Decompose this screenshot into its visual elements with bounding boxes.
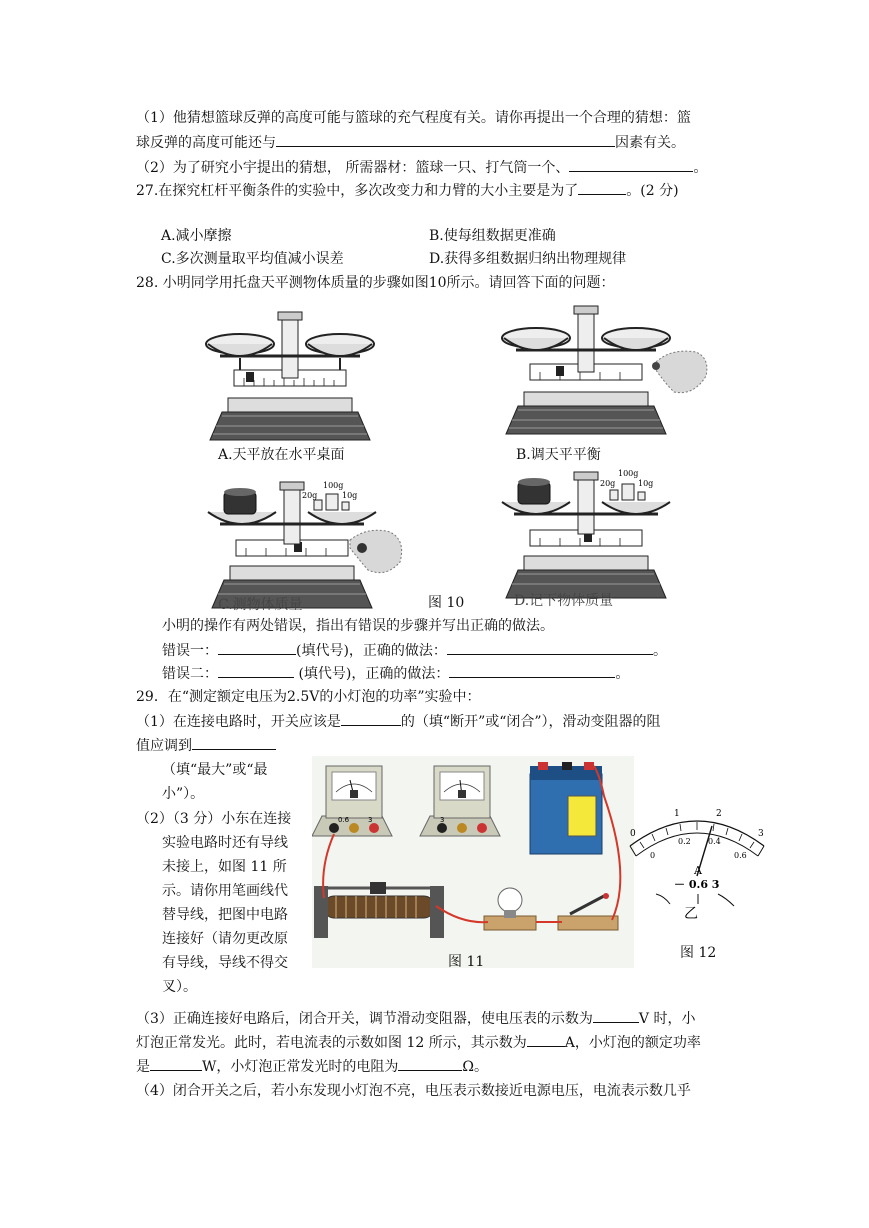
error-one-end: 。	[652, 643, 667, 659]
balance-figure-b	[496, 300, 716, 440]
q26-part1-line1: （1）他猜想篮球反弹的高度可能与篮球的充气程度有关。请你再提出一个合理的猜想：篮	[136, 110, 691, 126]
q29-part3-line1	[136, 1008, 695, 1029]
top-scale-2: 2	[716, 809, 722, 819]
q29-part1b-text: 值应调到	[136, 738, 192, 754]
q27-stem-text: 27.在探究杠杆平衡条件的实验中，多次改变力和力臂的大小主要是为了	[136, 183, 579, 199]
weight-10g-label-d: 10g	[638, 479, 654, 488]
answer-blank-error2-code[interactable]	[218, 663, 294, 678]
q29-part1-line4: 小”）。	[162, 786, 205, 802]
q29-part1-suffix: 的（填“断开”或“闭合”），滑动变阻器的阻	[400, 714, 661, 730]
q28-error-two	[162, 663, 629, 684]
figure-11-caption: 图 11	[448, 954, 485, 970]
battery-icon	[530, 762, 602, 854]
bottom-scale-1: 0.2	[678, 837, 691, 846]
q29-part3b-mid: A，小灯泡的额定功率	[564, 1035, 701, 1051]
q27-option-b: B.使每组数据更准确	[429, 228, 556, 244]
figure-12-caption: 图 12	[680, 945, 717, 961]
weight-20g-label-d: 20g	[600, 479, 616, 488]
voltmeter-scale-label: 3	[440, 816, 445, 824]
q29-part2-line3: 未接上，如图 11 所	[162, 859, 287, 875]
q27-option-d: D.获得多组数据归纳出物理规律	[429, 251, 627, 267]
answer-blank-voltage[interactable]	[593, 1008, 639, 1023]
q29-part3-suffix: V 时，小	[638, 1011, 696, 1027]
answer-blank-current[interactable]	[527, 1032, 565, 1047]
top-scale-0: 0	[630, 829, 636, 839]
balance-figure-d	[496, 468, 676, 600]
figure-a-label: A.天平放在水平桌面	[218, 447, 345, 463]
bottom-scale-3: 0.6	[734, 851, 747, 860]
balance-figure-a	[200, 308, 380, 446]
q29-part2-line7: 有导线，导线不得交	[162, 955, 288, 971]
error-two-label: 错误二：	[162, 666, 218, 682]
top-scale-3: 3	[758, 829, 764, 839]
weight-20g-label: 20g	[302, 491, 318, 500]
answer-blank-power[interactable]	[150, 1056, 202, 1071]
balance-figure-c	[200, 478, 410, 610]
q29-part1-line2	[136, 735, 276, 756]
q29-part1-line1	[136, 711, 661, 732]
q29-part2-line2: 实验电路时还有导线	[162, 835, 288, 851]
q29-part1-line3: （填“最大”或“最	[162, 762, 268, 778]
weight-10g-label: 10g	[342, 491, 358, 500]
answer-blank-equipment[interactable]	[569, 157, 693, 172]
q29-part1-text: （1）在连接电路时，开关应该是	[136, 714, 341, 730]
bottom-scale-2: 0.4	[708, 837, 721, 846]
q28-error-one	[162, 640, 667, 661]
q29-part3c-post: Ω。	[462, 1059, 488, 1075]
q28-stem: 28. 小明同学用托盘天平测物体质量的步骤如图10所示。请回答下面的问题：	[136, 275, 615, 291]
answer-blank-error1-fix[interactable]	[447, 640, 653, 655]
q29-part2-line4: 示。请你用笔画线代	[162, 883, 288, 899]
answer-blank-error2-fix[interactable]	[449, 663, 615, 678]
answer-blank-error1-code[interactable]	[218, 640, 296, 655]
q26-part1-line2	[136, 132, 685, 153]
weight-100g-label: 100g	[323, 481, 344, 490]
error-one-label: 错误一：	[162, 643, 218, 659]
q26-part2-text: （2）为了研究小宇提出的猜想， 所需器材：篮球一只、打气筒一个、	[136, 160, 570, 176]
q29-part2-line8: 叉）。	[162, 979, 197, 995]
q26-part2-line	[136, 157, 707, 178]
q29-part2-line6: 连接好（请勿更改原	[162, 931, 288, 947]
q29-stem: 29．在“测定额定电压为2.5V的小灯泡的功率”实验中：	[136, 689, 481, 705]
answer-blank-factor[interactable]	[276, 132, 615, 147]
q26-part1-suffix: 因素有关。	[615, 135, 685, 151]
answer-blank-rheostat[interactable]	[192, 735, 276, 750]
q29-part3-text: （3）正确连接好电路后，闭合开关，调节滑动变阻器，使电压表的示数为	[136, 1011, 593, 1027]
ammeter-scale-label-1: 0.6	[338, 816, 350, 824]
figure-12-sublabel: 乙	[684, 906, 698, 920]
q26-part2-suffix: 。	[693, 160, 708, 176]
ammeter-dial-figure-12	[622, 800, 772, 920]
q29-part2-line5: 替导线，把图中电路	[162, 907, 288, 923]
error-two-mid: (填代号)，正确的做法：	[294, 666, 450, 682]
q26-part1-text: 球反弹的高度可能还与	[136, 135, 276, 151]
error-one-mid: (填代号)，正确的做法：	[296, 643, 447, 659]
figure-d-label: D.记下物体质量	[514, 593, 614, 609]
q29-part3-line3	[136, 1056, 488, 1077]
figure-c-label: C.测物体质量	[218, 597, 303, 613]
answer-blank-q27[interactable]	[578, 180, 626, 195]
q29-part4-line1: （4）闭合开关之后，若小东发现小灯泡不亮，电压表示数接近电源电压，电流表示数几乎	[136, 1083, 691, 1099]
ammeter-terminals-label: － 0.6 3	[674, 878, 720, 891]
q29-part3c-text: 是	[136, 1059, 150, 1075]
bottom-scale-0: 0	[650, 851, 656, 860]
ammeter-unit-label: A	[694, 864, 702, 877]
circuit-figure-11	[312, 756, 634, 968]
ammeter-scale-label-2: 3	[368, 816, 373, 824]
answer-blank-resistance[interactable]	[398, 1056, 462, 1071]
q27-option-c: C.多次测量取平均值减小误差	[161, 251, 344, 267]
answer-blank-switch-state[interactable]	[341, 711, 401, 726]
top-scale-1: 1	[674, 809, 680, 819]
figure-10-caption: 图 10	[428, 595, 465, 611]
q27-option-a: A.减小摩擦	[161, 228, 232, 244]
q27-stem-suffix: 。(2 分)	[626, 183, 679, 199]
q29-part3c-mid: W，小灯泡正常发光时的电阻为	[202, 1059, 399, 1075]
q29-part3b-text: 灯泡正常发光。此时，若电流表的示数如图 12 所示，其示数为	[136, 1035, 527, 1051]
q29-part2-line1: （2）（3 分）小东在连接	[136, 811, 292, 827]
q27-stem	[136, 180, 679, 201]
q29-part3-line2	[136, 1032, 701, 1053]
q28-instruction: 小明的操作有两处错误，指出有错误的步骤并写出正确的做法。	[162, 618, 554, 634]
figure-b-label: B.调天平平衡	[516, 447, 601, 463]
error-two-end: 。	[615, 666, 630, 682]
weight-100g-label-d: 100g	[618, 469, 639, 478]
